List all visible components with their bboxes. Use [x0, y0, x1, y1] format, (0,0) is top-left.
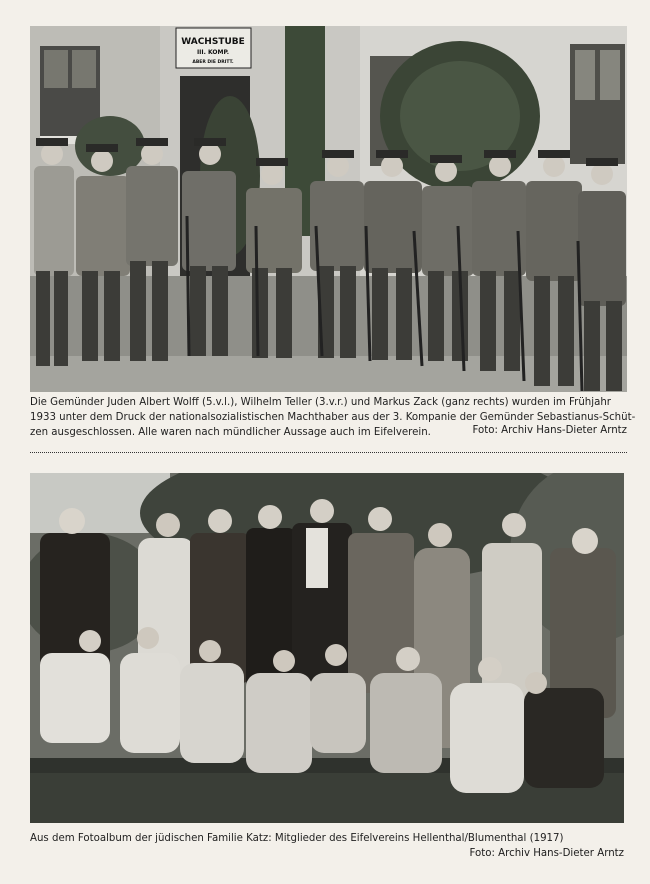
sign-line1: WACHSTUBE [181, 37, 245, 47]
caption1-line1: Die Gemünder Juden Albert Wolff (5.v.l.), Wilhelm Teller (3.v.r.) und Markus Zack (ganz rechts) wurden im Frühjahr [30, 397, 611, 408]
sign-line2: III. KOMP. [196, 49, 230, 56]
photo-group-illustration [30, 473, 624, 823]
caption-photo2 [30, 831, 627, 846]
photo1-credit: Foto: Archiv Hans-Dieter Arntz [472, 425, 627, 436]
section-divider [30, 452, 627, 453]
caption1-line2: 1933 unter dem Druck der nationalsozialistischen Machthaber aus der 3. Kompanie der Gemünder Sebastianus-Schüt- [30, 412, 636, 423]
sign-line3: ABER DIE DRITT. [192, 60, 234, 65]
caption1-line3: zen ausgeschlossen. Alle waren nach mündlicher Aussage auch im Eifelverein. [30, 427, 431, 438]
caption2-line1: Aus dem Fotoalbum der jüdischen Familie Katz: Mitglieder des Eifelvereins Hellenthal/Blumenthal (1917) [30, 833, 564, 844]
photo-riflemen-company [30, 26, 627, 392]
photo-eifelverein-group [30, 473, 624, 823]
photo-riflemen-illustration [30, 26, 627, 392]
photo2-credit: Foto: Archiv Hans-Dieter Arntz [469, 848, 624, 859]
